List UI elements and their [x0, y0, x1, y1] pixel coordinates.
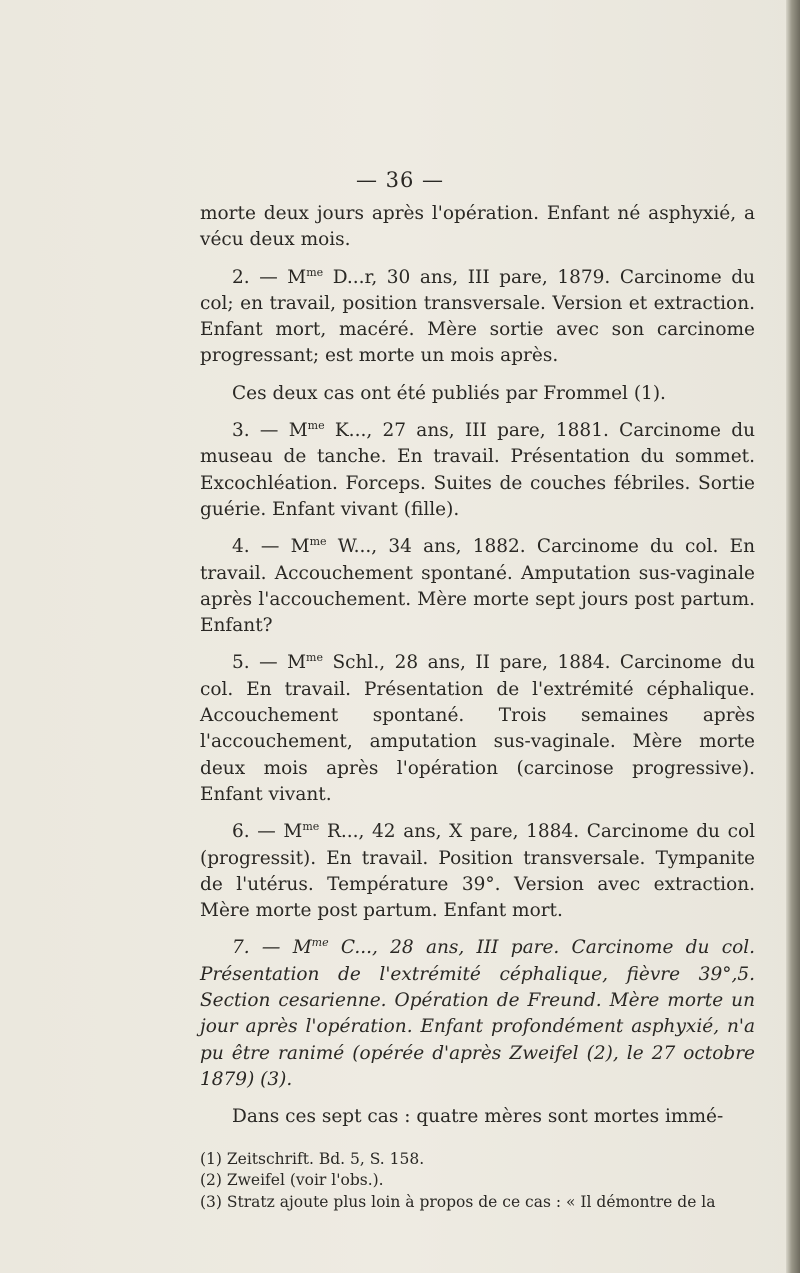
- case-4-paragraph: 4. — $M^{me}$ W..., 34 ans, 1882. Carcinome du col. En travail. Accouchement spontané. Amputation sus-vaginale après l'accouchement. Mère morte sept jours post partum. Enfant?: [200, 535, 755, 637]
- page-edge-shadow: [786, 0, 800, 1273]
- case-5-paragraph: 5. — $M^{me}$ Schl., 28 ans, II pare, 1884. Carcinome du col. En travail. Présentation de l'extrémité céphalique. Accouchement spontané. Trois semaines après l'accouchement, amputation sus-vaginale. Mère morte deux mois après l'opération (carcinose progressive). Enfant vivant.: [200, 651, 755, 805]
- case-6-paragraph: 6. — $M^{me}$ R..., 42 ans, X pare, 1884. Carcinome du col (progressit). En travail. Position transversale. Tympanite de l'utérus. Température 39°. Version avec extraction. Mère morte post partum. Enfant mort.: [200, 820, 755, 922]
- body-text: [200, 201, 755, 1213]
- page-number: — 36 —: [355, 168, 445, 192]
- footnotes: [200, 1149, 755, 1214]
- case-7-paragraph: 7. — $M^{me}$ C..., 28 ans, III pare. Carcinome du col. Présentation de l'extrémité céphalique, fièvre 39°,5. Section cesarienne. Opération de Freund. Mère morte un jour après l'opération. Enfant profondément asphyxié, n'a pu être ranimé (opérée d'après Zweifel (2), le 27 octobre 1879) (3).: [200, 936, 755, 1090]
- footnote-2: (2) Zweifel (voir l'obs.).: [200, 1171, 384, 1189]
- frommel-reference-paragraph: Ces deux cas ont été publiés par Frommel (1).: [232, 382, 666, 404]
- footnote-3: (3) Stratz ajoute plus loin à propos de ce cas : « Il démontre de la: [200, 1192, 716, 1211]
- paragraph-continuation: morte deux jours après l'opération. Enfant né asphyxié, a vécu deux mois.: [200, 203, 755, 251]
- case-3-paragraph: 3. — $M^{me}$ K..., 27 ans, III pare, 1881. Carcinome du museau de tanche. En travail. Présentation du sommet. Excochléation. Forceps. Suites de couches fébriles. Sortie guérie. Enfant vivant (fille).: [200, 418, 755, 520]
- footnote-1: (1) Zeitschrift. Bd. 5, S. 158.: [200, 1149, 425, 1168]
- case-2-paragraph: 2. — $M^{me}$ D...r, 30 ans, III pare, 1879. Carcinome du col; en travail, position transversale. Version et extraction. Enfant mort, macéré. Mère sortie avec son carcinome progressant; est morte un mois après.: [200, 265, 755, 367]
- summary-paragraph: Dans ces sept cas : quatre mères sont mortes immé-: [232, 1106, 724, 1128]
